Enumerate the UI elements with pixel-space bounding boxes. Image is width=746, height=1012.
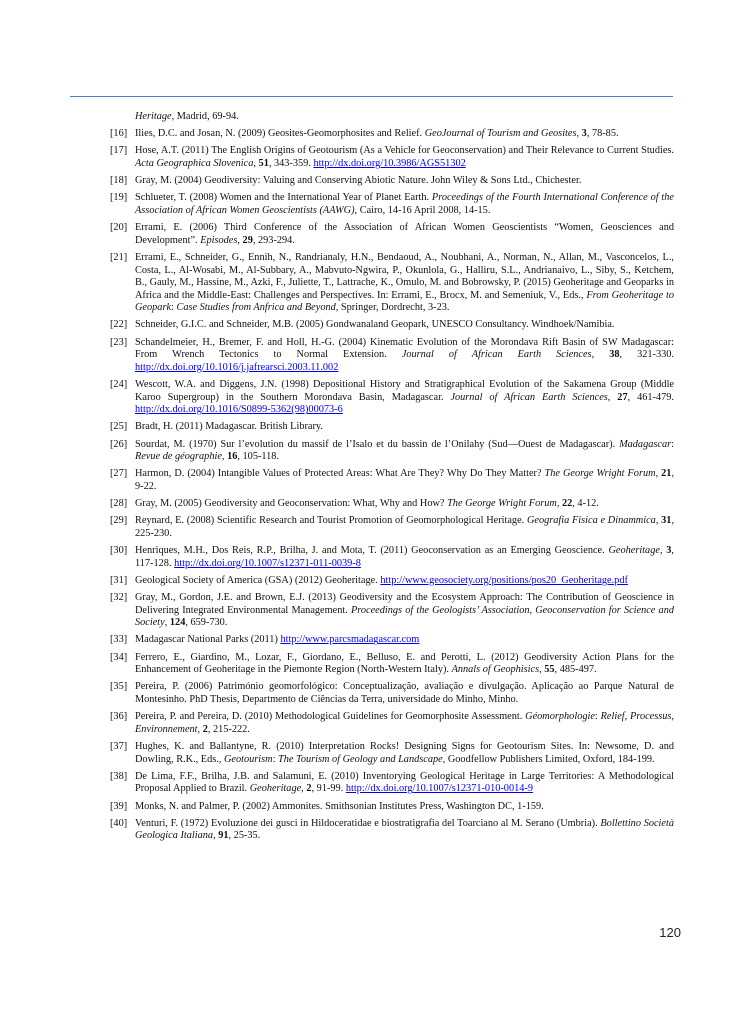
reference-volume: 22 <box>561 498 573 510</box>
reference-text: , 105-118. <box>237 451 280 463</box>
reference-number: [24] <box>110 379 128 391</box>
reference-number: [19] <box>110 192 128 204</box>
reference-italic-text: Journal of African Earth Sciences <box>401 349 592 361</box>
reference-text: , 225-230. <box>135 515 675 539</box>
reference-number: [16] <box>110 128 128 140</box>
reference-number: [36] <box>110 711 128 723</box>
reference-link[interactable]: http://www.geosociety.org/positions/pos20_Geoheritage.pdf <box>380 574 628 586</box>
reference-text: Gray, M. (2005) Geodiversity and Geoconservation: What, Why and How? <box>135 498 448 510</box>
reference-text: : <box>671 438 674 450</box>
reference-item <box>110 741 674 766</box>
reference-text: , <box>301 783 307 795</box>
reference-volume: 31 <box>661 515 672 527</box>
reference-italic-text: Journal of African Earth Sciences <box>450 391 608 403</box>
reference-number: [28] <box>110 498 128 510</box>
reference-text: , 293-294. <box>252 234 295 246</box>
reference-italic-text: Relief, Processus, Environnement <box>135 711 675 735</box>
reference-item <box>110 592 674 630</box>
reference-text: , <box>164 617 170 629</box>
reference-text: Gray, M., Gordon, J.E. and Brown, E.J. (2013) Geodiversity and the Ecosystem Approach: The Contribution of Geoscience in Delivering Integrated Environmental Management. <box>135 592 674 616</box>
header-rule <box>70 96 673 97</box>
reference-text: Errami, E., Schneider, G., Ennih, N., Randrianaly, H.N., Bendaoud, A., Noubhani, A., Norman, N., Allan, M., Vasconcelos, L., Costa, L., Al-Wosabi, M., Al-Subbary, A., Mabvuto-Ngwira, P., Okunlola, G., Halliru, S.L., Andrianaivo, L., Siby, S., Ketchem, B., Gauly, M., Hassine, M., Azki, F., Juliette, T., Lattrache, K., Omulo, M. and Bobrowsky, P. (2015) Geoheritage and Geoparks in Africa and the Middle-East: Challenges and Perspectives. In: Errami, E., Brocx, M. and Semeniuk, V., Eds., <box>135 251 674 301</box>
reference-text: , 461-479. <box>627 391 674 403</box>
reference-text: Schlueter, T. (2008) Women and the International Year of Planet Earth. <box>135 192 432 204</box>
reference-text: , <box>659 545 667 557</box>
reference-text: Pereira, P. and Pereira, D. (2010) Methodological Guidelines for Geomorphosite Assessment. <box>135 711 526 723</box>
reference-text: , 117-128. <box>135 545 674 569</box>
reference-volume: 29 <box>242 234 253 246</box>
reference-italic-text: Geoconservation for Science and Society <box>135 604 674 629</box>
reference-link[interactable]: http://dx.doi.org/10.1007/s12371-010-0014-9 <box>345 783 533 795</box>
reference-text: , <box>655 515 662 527</box>
reference-number: [37] <box>110 741 128 752</box>
reference-item <box>110 771 674 796</box>
reference-item <box>110 379 674 417</box>
reference-text: Madagascar National Parks (2011) <box>135 634 281 646</box>
reference-italic-text: Revue de géographie <box>135 451 222 463</box>
reference-text: Wescott, W.A. and Diggens, J.N. (1998) Depositional History and Stratigraphical Evolution of the Sakamena Group (Middle Karoo Supergroup) in the Southern Morondava Basin, Madagascar. <box>135 379 674 403</box>
reference-number: [31] <box>110 574 128 586</box>
reference-text: Geological Society of America (GSA) (2012) Geoheritage. <box>135 574 381 586</box>
reference-italic-text: Proceedings of the Geologists’ Association <box>350 604 530 616</box>
reference-text: , Springer, Dordrecht, 3-23. <box>335 302 450 314</box>
reference-volume: 91 <box>218 830 229 842</box>
reference-text: Monks, N. and Palmer, P. (2002) Ammonites. Smithsonian Institutes Press, Washington DC, 1-159. <box>135 800 544 812</box>
reference-text: , <box>539 664 545 676</box>
reference-item <box>110 337 674 375</box>
reference-volume: 124 <box>169 617 186 629</box>
reference-text: Sourdat, M. (1970) Sur l’evolution du massif de l’Isalo et du bassin de l’Onilahy (Sud—Ouest de Madagascar). <box>135 438 620 450</box>
reference-number: [38] <box>110 770 128 782</box>
reference-number: [18] <box>110 175 128 187</box>
reference-text: , 4-12. <box>572 498 599 510</box>
reference-text: , 321-330. <box>619 349 674 361</box>
reference-item <box>110 634 674 647</box>
reference-text: Ilies, D.C. and Josan, N. (2009) Geosites-Geomorphosites and Relief. <box>135 128 425 140</box>
reference-link[interactable]: http://www.parcsmadagascar.com <box>280 634 420 646</box>
reference-volume: 2 <box>202 723 208 735</box>
reference-number: [20] <box>110 222 128 234</box>
reference-text: , <box>591 349 610 361</box>
reference-item <box>110 545 674 570</box>
reference-text: Harmon, D. (2004) Intangible Values of Protected Areas: What Are They? Why Do They Matter? <box>135 468 545 480</box>
reference-volume: 51 <box>258 157 269 169</box>
reference-italic-text: The Tourism of Geology and Landscape <box>278 753 443 765</box>
reference-text: : <box>272 753 279 765</box>
reference-list <box>110 111 674 848</box>
reference-italic-text: Géomorphologie <box>525 711 595 723</box>
continuation-text: , Madrid, 69-94. <box>171 111 239 122</box>
reference-item <box>110 652 674 677</box>
reference-italic-text: Madagascar <box>619 438 672 450</box>
reference-italic-text: Geoheritage <box>608 545 660 557</box>
reference-link[interactable]: http://dx.doi.org/10.1016/j.jafrearsci.2003.11.002 <box>135 361 339 373</box>
reference-number: [35] <box>110 681 128 693</box>
reference-item <box>110 128 674 141</box>
reference-text: , 343-359. <box>268 157 314 169</box>
reference-item <box>110 681 674 706</box>
reference-item <box>110 515 674 540</box>
reference-text: Bradt, H. (2011) Madagascar. British Library. <box>135 421 323 433</box>
reference-text: Henriques, M.H., Dos Reis, R.P., Brilha, J. and Mota, T. (2011) Geoconservation as an Emerging Geoscience. <box>135 545 609 557</box>
reference-item <box>110 319 674 332</box>
reference-text: , <box>529 604 536 616</box>
reference-text: , <box>253 157 259 169</box>
reference-text: , <box>607 391 618 403</box>
reference-link[interactable]: http://dx.doi.org/10.1016/S0899-5362(98)00073-6 <box>135 404 343 416</box>
reference-volume: 2 <box>306 783 312 795</box>
reference-item <box>110 498 674 511</box>
reference-item <box>110 711 674 736</box>
reference-italic-text: Bollettino Società Geologica Italiana <box>135 817 675 842</box>
reference-text: , <box>576 128 582 140</box>
reference-italic-text: Geotourism <box>223 753 273 765</box>
reference-item <box>110 818 674 843</box>
reference-text: , <box>655 468 662 480</box>
reference-italic-text: The George Wright Forum <box>544 468 656 480</box>
reference-italic-text: Case Studies from Anfrica and Beyond <box>176 302 336 314</box>
reference-italic-text: Episodes <box>200 234 238 246</box>
reference-number: [33] <box>110 634 128 646</box>
reference-number: [34] <box>110 651 128 663</box>
reference-text: Gray, M. (2004) Geodiversity: Valuing and Conserving Abiotic Nature. John Wiley & Sons Ltd., Chichester. <box>135 175 582 187</box>
reference-item <box>110 468 674 493</box>
reference-text: De Lima, F.F., Brilha, J.B. and Salamuni, E. (2010) Inventorying Geological Heritage in Large Territories: A Methodological Proposal Applied to Brazil. <box>135 770 674 795</box>
reference-text: , 25-35. <box>228 830 261 842</box>
reference-text: , Cairo, 14-16 April 2008, 14-15. <box>354 204 491 216</box>
reference-number: [32] <box>110 592 128 604</box>
reference-number: [22] <box>110 319 128 331</box>
reference-number: [17] <box>110 145 128 157</box>
reference-link[interactable]: http://dx.doi.org/10.3986/AGS51302 <box>313 157 466 169</box>
reference-text: , 91-99. <box>311 783 346 795</box>
reference-item <box>110 145 674 170</box>
reference-text: , <box>197 723 203 735</box>
reference-italic-text: Annals of Geophisics <box>451 664 540 676</box>
reference-text: Venturi, F. (1972) Evoluzione dei gusci in Hildoceratidae e biostratigrafia del Toarciano al M. Serano (Umbria). <box>135 817 601 829</box>
page-number: 120 <box>659 925 681 940</box>
reference-volume: 16 <box>227 451 238 463</box>
reference-text: Schneider, G.I.C. and Schneider, M.B. (2005) Gondwanaland Geopark, UNESCO Consultancy. Windhoek/Namibia. <box>135 319 615 331</box>
reference-number: [40] <box>110 817 128 829</box>
reference-text: Errami, E. (2006) Third Conference of the Association of African Women Geoscientists “Women, Geosciences and Development”. <box>135 222 674 246</box>
reference-italic-text: Geografia Fisica e Dinammica <box>526 515 656 527</box>
reference-item <box>110 192 674 217</box>
reference-text: , <box>221 451 228 463</box>
reference-text: : <box>594 711 601 723</box>
reference-item <box>110 222 674 247</box>
reference-text: Hose, A.T. (2011) The English Origins of Geotourism (As a Vehicle for Geoconservation) and Their Relevance to Current Studies. <box>135 145 674 157</box>
reference-number: [25] <box>110 421 128 433</box>
reference-text: : <box>171 302 177 314</box>
reference-italic-text: GeoJournal of Tourism and Geosites <box>424 128 577 140</box>
reference-text: Hughes, K. and Ballantyne, R. (2010) Interpretation Rocks! Designing Signs for Geotourism Sites. In: Newsome, D. and Dowling, R.K., Eds., <box>135 741 674 765</box>
reference-text: , <box>556 498 562 510</box>
reference-text: Ferrero, E., Giardino, M., Lozar, F., Giordano, E., Belluso, E. and Perotti, L. (2012) Geodiversity Action Plans for the Enhancement of Geoheritage in the Piemonte Region (North-Western Italy). <box>135 651 674 676</box>
reference-item <box>110 252 674 315</box>
reference-volume: 27 <box>617 391 628 403</box>
reference-text: , 659-730. <box>185 617 228 629</box>
continuation-title: Heritage <box>135 111 172 122</box>
reference-volume: 38 <box>609 349 620 361</box>
reference-text: , <box>237 234 243 246</box>
reference-text: Schandelmeier, H., Bremer, F. and Holl, H.-G. (2004) Kinematic Evolution of the Morondava Rift Basin of SW Madagascar: From Wrench Tectonics to Normal Extension. <box>135 336 674 361</box>
reference-text: , 485-497. <box>554 664 597 676</box>
reference-text: , 9-22. <box>135 468 675 492</box>
reference-text: , <box>213 830 219 842</box>
reference-item <box>110 575 674 588</box>
reference-number: [39] <box>110 800 128 812</box>
reference-text: , 215-222. <box>207 723 250 735</box>
reference-text: , 78-85. <box>586 128 619 140</box>
reference-italic-text: From Geoheritage to Geopark <box>135 289 674 314</box>
reference-number: [29] <box>110 515 128 527</box>
reference-text: , Goodfellow Publishers Limited, Oxford, 184-199. <box>442 753 655 765</box>
reference-continuation <box>110 111 674 124</box>
reference-link[interactable]: http://dx.doi.org/10.1007/s12371-011-0039-8 <box>174 557 361 569</box>
reference-item <box>110 801 674 814</box>
reference-volume: 3 <box>666 545 672 557</box>
reference-volume: 55 <box>544 664 555 676</box>
reference-number: [27] <box>110 468 128 480</box>
reference-text: Pereira, P. (2006) Património geomorfológico: Conceptualização, avaliação e divulgação. Aplicação ao Parque Natural de Montesinho. PhD Thesis, Departmento de Ciências da Terra, universidade do Minho, Minho. <box>135 681 674 706</box>
reference-italic-text: The George Wright Forum <box>447 498 557 510</box>
reference-number: [23] <box>110 336 128 348</box>
reference-volume: 3 <box>581 128 587 140</box>
reference-number: [30] <box>110 545 128 557</box>
reference-italic-text: Acta Geographica Slovenica <box>135 157 254 169</box>
reference-number: [21] <box>110 251 128 263</box>
reference-italic-text: Geoheritage <box>249 783 302 795</box>
reference-volume: 21 <box>661 468 672 480</box>
reference-item <box>110 439 674 464</box>
reference-number: [26] <box>110 438 128 450</box>
reference-text: Reynard, E. (2008) Scientific Research and Tourist Promotion of Geomorphological Heritage. <box>135 515 527 527</box>
reference-italic-text: Proceedings of the Fourth International Conference of the Association of African Women Geoscientists (AAWG) <box>135 192 674 216</box>
reference-item <box>110 175 674 188</box>
reference-item <box>110 421 674 434</box>
